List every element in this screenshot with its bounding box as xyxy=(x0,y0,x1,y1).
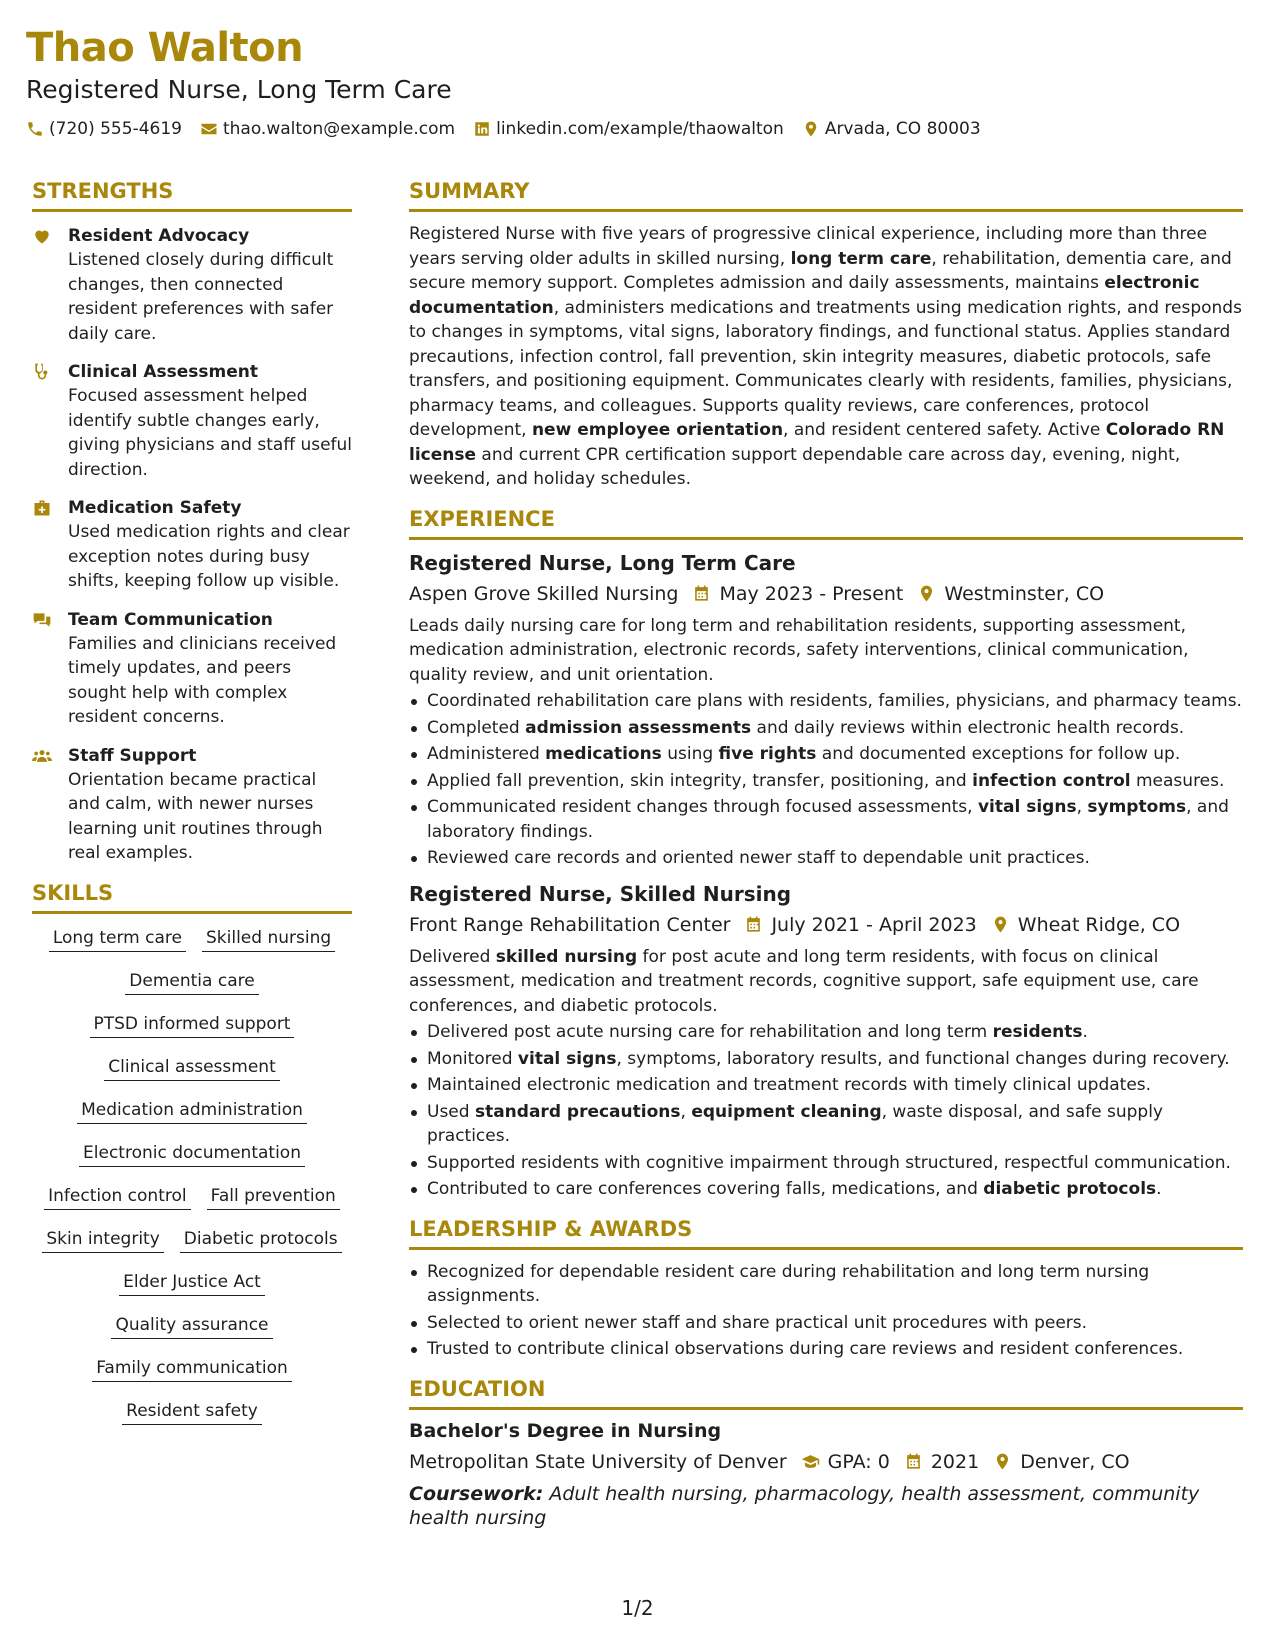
skills-section xyxy=(32,880,352,1425)
job-description xyxy=(409,945,1243,1019)
text-run: Contributed to care conferences covering falls, medications, and xyxy=(427,1179,984,1199)
graduation-year: 2021 xyxy=(930,1450,980,1473)
text-run: and daily reviews within electronic health records. xyxy=(751,717,1185,738)
skill-tag: PTSD informed support xyxy=(90,1012,295,1038)
phone-text: (720) 555-4619 xyxy=(49,119,182,139)
job-title: Registered Nurse, Skilled Nursing xyxy=(409,881,792,906)
text-run: Registered Nurse with five years of progressive clinical experience, including more than three years serving older adults in skilled nursing, xyxy=(409,224,1208,269)
text-run: Leads daily nursing care for long term and rehabilitation residents, supporting assessment, medication administration, electronic records, safety interventions, clinical communication, quality review, and unit orientation. xyxy=(409,615,1189,685)
text-run: . xyxy=(1156,1179,1162,1199)
text-run: and current CPR certification support dependable care across day, evening, night, weekend, and holiday schedules. xyxy=(409,444,1181,489)
strength-desc: Listened closely during difficult changes, then connected resident preferences with safer daily care. xyxy=(68,250,334,344)
company-name: Front Range Rehabilitation Center xyxy=(409,913,731,936)
strength-item xyxy=(32,360,352,482)
strength-item xyxy=(32,496,352,594)
skill-tag: Diabetic protocols xyxy=(180,1227,342,1253)
degree-title: Bachelor's Degree in Nursing xyxy=(409,1419,722,1442)
linkedin-icon xyxy=(473,120,491,138)
job-location: Wheat Ridge, CO xyxy=(1017,913,1181,936)
text-run: Applied fall prevention, skin integrity, transfer, positioning, and xyxy=(427,770,973,791)
education-meta xyxy=(409,1448,1243,1476)
strength-desc: Used medication rights and clear exception notes during busy shifts, keeping follow up visible. xyxy=(68,522,350,591)
bold-text: skilled nursing xyxy=(495,946,638,967)
bold-text: symptoms xyxy=(1087,797,1187,817)
envelope-icon xyxy=(200,120,218,138)
text-run: Delivered post acute nursing care for rehabilitation and long term xyxy=(427,1022,993,1042)
list-item xyxy=(409,769,1243,794)
text-run: Maintained electronic medication and treatment records with timely clinical updates. xyxy=(427,1075,1152,1095)
strength-title: Team Communication xyxy=(68,609,273,630)
text-run: , xyxy=(680,1101,692,1122)
text-run: Monitored xyxy=(427,1048,518,1069)
job-meta xyxy=(409,580,1243,608)
list-item xyxy=(409,716,1243,741)
text-run: Coordinated rehabilitation care plans with residents, families, physicians, and pharmacy teams. xyxy=(427,691,1242,711)
skill-tag: Resident safety xyxy=(122,1399,262,1425)
text-run: . xyxy=(1082,1022,1088,1042)
bold-text: infection control xyxy=(972,770,1131,791)
skill-tag: Long term care xyxy=(49,926,186,952)
job-bullets xyxy=(409,689,1243,871)
skills-list xyxy=(32,926,352,1425)
text-run: , waste disposal, and safe supply practices. xyxy=(427,1101,1163,1146)
job-title: Registered Nurse, Long Term Care xyxy=(409,550,796,575)
heart-icon xyxy=(32,226,52,246)
skill-tag: Elder Justice Act xyxy=(119,1270,265,1296)
bold-text: five rights xyxy=(718,744,817,764)
calendar-icon xyxy=(904,1452,923,1471)
graduation-cap-icon xyxy=(801,1452,820,1471)
strength-title: Resident Advocacy xyxy=(68,226,250,246)
text-run: for post acute and long term residents, with focus on clinical assessment, medication and treatment records, cognitive support, safe equipment use, care conferences, and diabetic protocols. xyxy=(409,946,1199,1016)
contact-linkedin[interactable] xyxy=(473,118,784,140)
text-run: and documented exceptions for follow up. xyxy=(816,744,1181,764)
strength-desc: Families and clinicians received timely updates, and peers sought help with complex resident concerns. xyxy=(68,633,337,727)
skill-tag: Electronic documentation xyxy=(79,1141,305,1167)
candidate-name: Thao Walton xyxy=(26,25,304,71)
skill-tag: Clinical assessment xyxy=(104,1055,279,1081)
job-entry xyxy=(409,881,1243,1202)
contact-phone[interactable] xyxy=(26,118,182,140)
text-run: Reviewed care records and oriented newer staff to dependable unit practices. xyxy=(427,848,1090,868)
list-item xyxy=(409,846,1243,871)
list-item xyxy=(409,1177,1243,1202)
text-run: Completed xyxy=(427,717,526,738)
list-item xyxy=(409,742,1243,767)
school-name: Metropolitan State University of Denver xyxy=(409,1450,787,1473)
list-item xyxy=(409,795,1243,844)
location-pin-icon xyxy=(991,915,1010,934)
list-item xyxy=(409,1100,1243,1149)
text-run: , administers medications and treatments using medication rights, and responds to changes in symptoms, vital signs, laboratory findings, and functional status. Applies standard precautions, infection control, fall prevention, skin integrity measures, diabetic protocols, safe transfers, and positioning equipment. Communicates clearly with residents, families, physicians, pharmacy teams, and colleagues. Supports quality reviews, care conferences, protocol development, xyxy=(409,297,1242,440)
bold-text: new employee orientation xyxy=(531,420,784,440)
list-item xyxy=(409,1151,1243,1176)
text-run: Supported residents with cognitive impairment through structured, respectful communication. xyxy=(427,1152,1231,1173)
location-pin-icon xyxy=(802,120,820,138)
text-run: Administered xyxy=(427,744,546,764)
contact-email[interactable] xyxy=(200,118,455,140)
text-run: Communicated resident changes through focused assessments, xyxy=(427,797,978,817)
list-item xyxy=(409,689,1243,714)
list-item: Trusted to contribute clinical observations during care reviews and resident conferences. xyxy=(409,1337,1243,1362)
text-run: , xyxy=(1076,797,1088,817)
strength-title: Staff Support xyxy=(68,745,197,766)
bold-text: electronic documentation xyxy=(409,273,1200,318)
strength-desc: Focused assessment helped identify subtle changes early, giving physicians and staff useful direction. xyxy=(68,386,353,480)
summary-text xyxy=(409,222,1243,492)
users-icon xyxy=(32,746,52,766)
text-run: , rehabilitation, dementia care, and secure memory support. Completes admission and daily assessments, maintains xyxy=(409,248,1232,293)
education-heading: EDUCATION xyxy=(409,1376,1243,1410)
list-item: Recognized for dependable resident care during rehabilitation and long term nursing assignments. xyxy=(409,1260,1243,1309)
calendar-icon xyxy=(744,915,763,934)
strength-title: Clinical Assessment xyxy=(68,362,258,382)
medical-kit-icon xyxy=(32,498,52,518)
list-item xyxy=(409,1047,1243,1072)
skill-tag: Family communication xyxy=(92,1356,292,1382)
experience-heading: EXPERIENCE xyxy=(409,506,1243,540)
location-text: Arvada, CO 80003 xyxy=(824,119,981,139)
leadership-heading: LEADERSHIP & AWARDS xyxy=(409,1216,1243,1250)
bold-text: residents xyxy=(992,1022,1083,1042)
contact-row xyxy=(26,118,1246,140)
bold-text: vital signs xyxy=(517,1048,617,1069)
resume-header xyxy=(26,24,1246,140)
company-name: Aspen Grove Skilled Nursing xyxy=(409,582,679,605)
text-run: Delivered xyxy=(409,946,496,967)
strength-desc: Orientation became practical and calm, with newer nurses learning unit routines through real examples. xyxy=(68,769,323,863)
strength-title: Medication Safety xyxy=(68,498,242,518)
job-dates: July 2021 - April 2023 xyxy=(771,913,977,936)
list-item xyxy=(409,1073,1243,1098)
job-meta xyxy=(409,911,1243,939)
chat-bubbles-icon xyxy=(32,610,52,630)
email-text: thao.walton@example.com xyxy=(222,119,456,139)
list-item xyxy=(409,1020,1243,1045)
text-run: , symptoms, laboratory results, and functional changes during recovery. xyxy=(616,1048,1230,1069)
skill-tag: Dementia care xyxy=(125,969,258,995)
skills-heading: SKILLS xyxy=(32,880,352,914)
text-run: , and resident centered safety. Active xyxy=(783,420,1106,440)
bold-text: long term care xyxy=(790,248,932,269)
coursework-label: Coursework: xyxy=(409,1482,544,1505)
school-location: Denver, CO xyxy=(1020,1450,1130,1473)
strength-item xyxy=(32,224,352,346)
strength-item xyxy=(32,608,352,730)
left-column xyxy=(32,178,352,1425)
contact-location xyxy=(802,118,981,140)
skill-tag: Skin integrity xyxy=(42,1227,163,1253)
right-column xyxy=(409,178,1243,1530)
bold-text: vital signs xyxy=(977,797,1077,817)
bold-text: admission assessments xyxy=(525,717,752,738)
skill-tag: Infection control xyxy=(44,1184,190,1210)
calendar-icon xyxy=(692,584,711,603)
skill-tag: Medication administration xyxy=(77,1098,307,1124)
bold-text: Colorado RN license xyxy=(409,420,1225,465)
bold-text: standard precautions xyxy=(474,1101,681,1122)
phone-icon xyxy=(26,120,44,138)
gpa: GPA: 0 xyxy=(827,1450,890,1473)
job-location: Westminster, CO xyxy=(944,582,1105,605)
location-pin-icon xyxy=(917,584,936,603)
leadership-section xyxy=(409,1216,1243,1362)
coursework xyxy=(409,1482,1243,1530)
coursework-text: Adult health nursing, pharmacology, health assessment, community health nursing xyxy=(409,1482,1200,1529)
strength-item xyxy=(32,744,352,866)
linkedin-text: linkedin.com/example/thaowalton xyxy=(496,119,784,139)
text-run: measures. xyxy=(1130,770,1225,791)
skill-tag: Fall prevention xyxy=(207,1184,340,1210)
skill-tag: Skilled nursing xyxy=(202,926,335,952)
education-section xyxy=(409,1376,1243,1530)
text-run: Used xyxy=(427,1101,475,1122)
skill-tag: Quality assurance xyxy=(111,1313,272,1339)
text-run: using xyxy=(661,744,719,764)
strengths-list xyxy=(32,224,352,866)
summary-heading: SUMMARY xyxy=(409,178,1243,212)
candidate-title: Registered Nurse, Long Term Care xyxy=(26,75,452,104)
list-item: Selected to orient newer staff and share practical unit procedures with peers. xyxy=(409,1311,1243,1336)
job-entry xyxy=(409,550,1243,871)
leadership-bullets xyxy=(409,1260,1243,1362)
stethoscope-icon xyxy=(32,362,52,382)
bold-text: medications xyxy=(545,744,662,764)
text-run: , and laboratory findings. xyxy=(427,797,1229,842)
bold-text: diabetic protocols xyxy=(983,1179,1157,1199)
job-dates: May 2023 - Present xyxy=(719,582,904,605)
location-pin-icon xyxy=(993,1452,1012,1471)
strengths-heading: STRENGTHS xyxy=(32,178,352,212)
page-number: 1/2 xyxy=(621,1596,654,1620)
bold-text: equipment cleaning xyxy=(691,1101,882,1122)
job-description xyxy=(409,614,1243,688)
job-bullets xyxy=(409,1020,1243,1202)
